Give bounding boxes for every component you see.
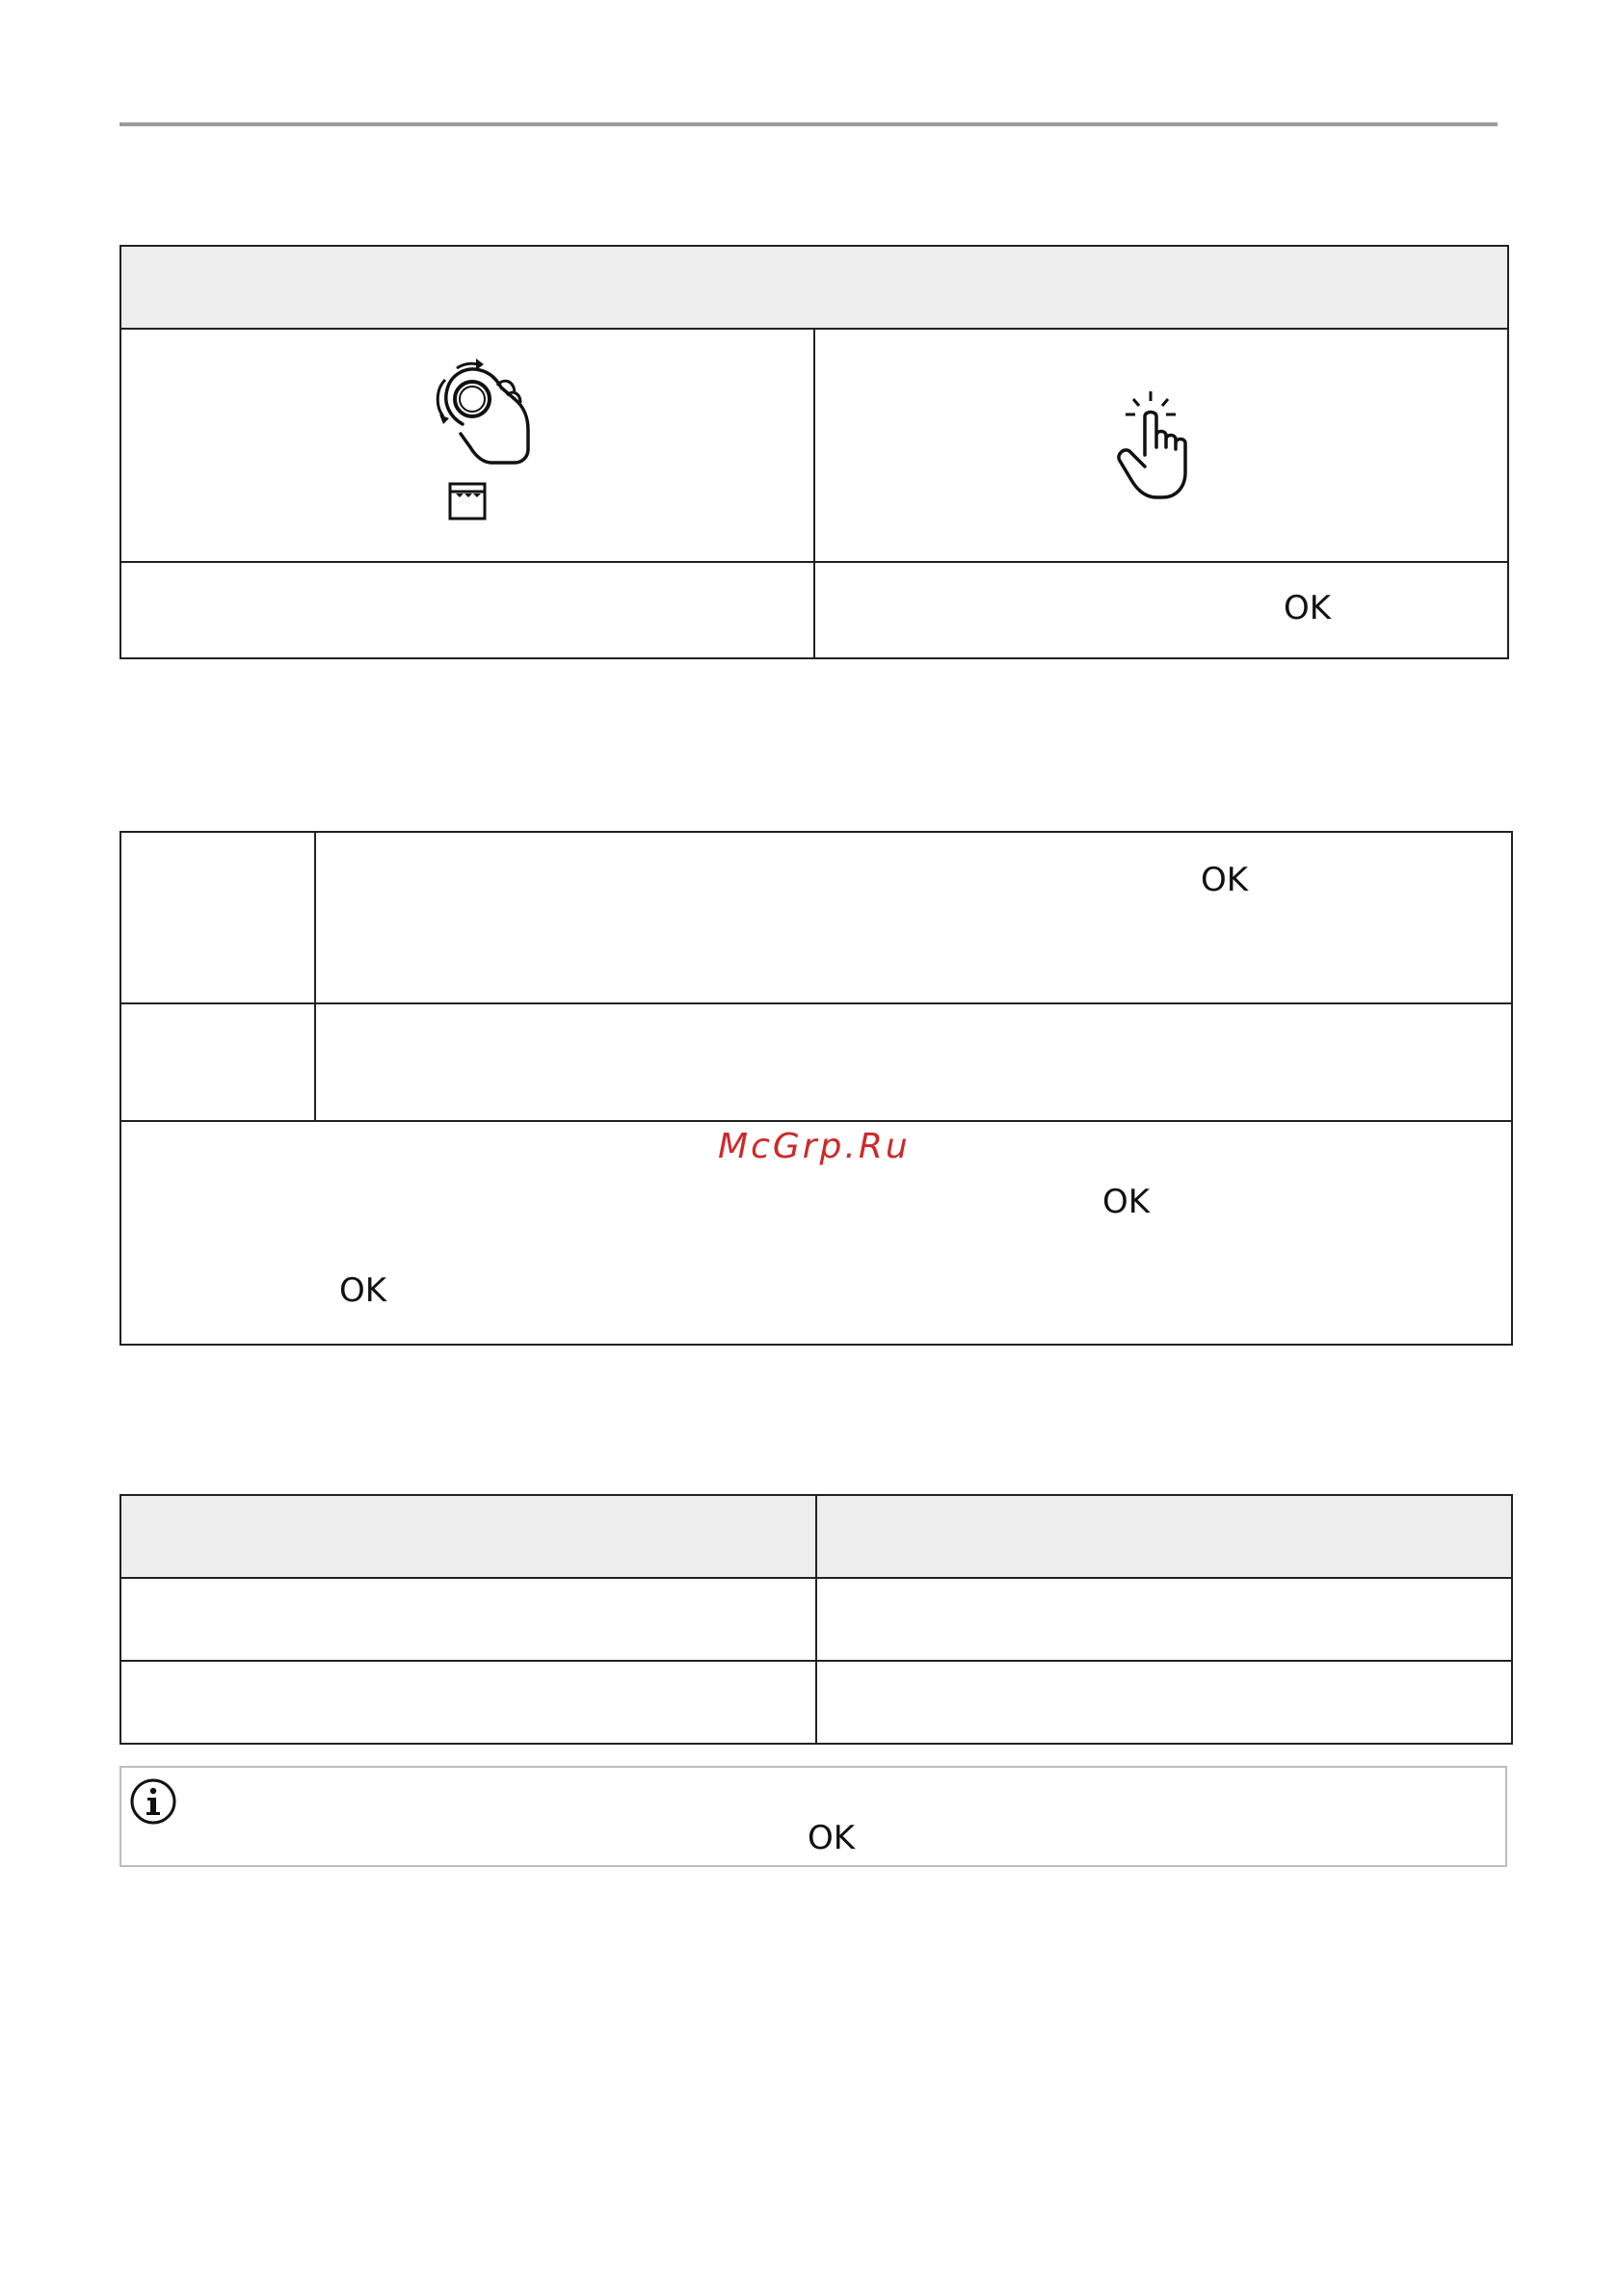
- settings-row-1-left: [120, 1578, 816, 1661]
- ok-label: OK: [1201, 861, 1249, 899]
- watermark: McGrp.Ru: [718, 1127, 911, 1166]
- settings-row-2-right: [816, 1661, 1512, 1744]
- knob-icon-cell: [120, 329, 814, 562]
- knob-description-cell: [120, 562, 814, 658]
- ok-label: OK: [1102, 1183, 1151, 1221]
- info-note: [119, 1766, 1507, 1867]
- ok-label: OK: [339, 1271, 387, 1310]
- tap-icon-cell: [814, 329, 1508, 562]
- controls-table-header: [120, 246, 1508, 329]
- step-1-text-cell: [315, 832, 1512, 1003]
- info-icon: [129, 1777, 177, 1826]
- step-2-number-cell: [120, 1003, 315, 1121]
- step-1-number-cell: [120, 832, 315, 1003]
- oven-function-icon: [448, 482, 487, 521]
- steps-table: [119, 831, 1513, 1346]
- settings-row-2-left: [120, 1661, 816, 1744]
- tap-description-cell: [814, 562, 1508, 658]
- step-2-text-cell: [315, 1003, 1512, 1121]
- ok-label: OK: [1284, 589, 1332, 627]
- controls-table: [119, 245, 1509, 659]
- top-divider: [119, 122, 1498, 126]
- settings-header-right: [816, 1495, 1512, 1578]
- settings-header-left: [120, 1495, 816, 1578]
- settings-row-1-right: [816, 1578, 1512, 1661]
- ok-label: OK: [808, 1819, 856, 1857]
- tap-finger-icon: [1112, 387, 1199, 503]
- rotate-knob-hand-icon: [407, 353, 542, 468]
- settings-table: [119, 1494, 1513, 1745]
